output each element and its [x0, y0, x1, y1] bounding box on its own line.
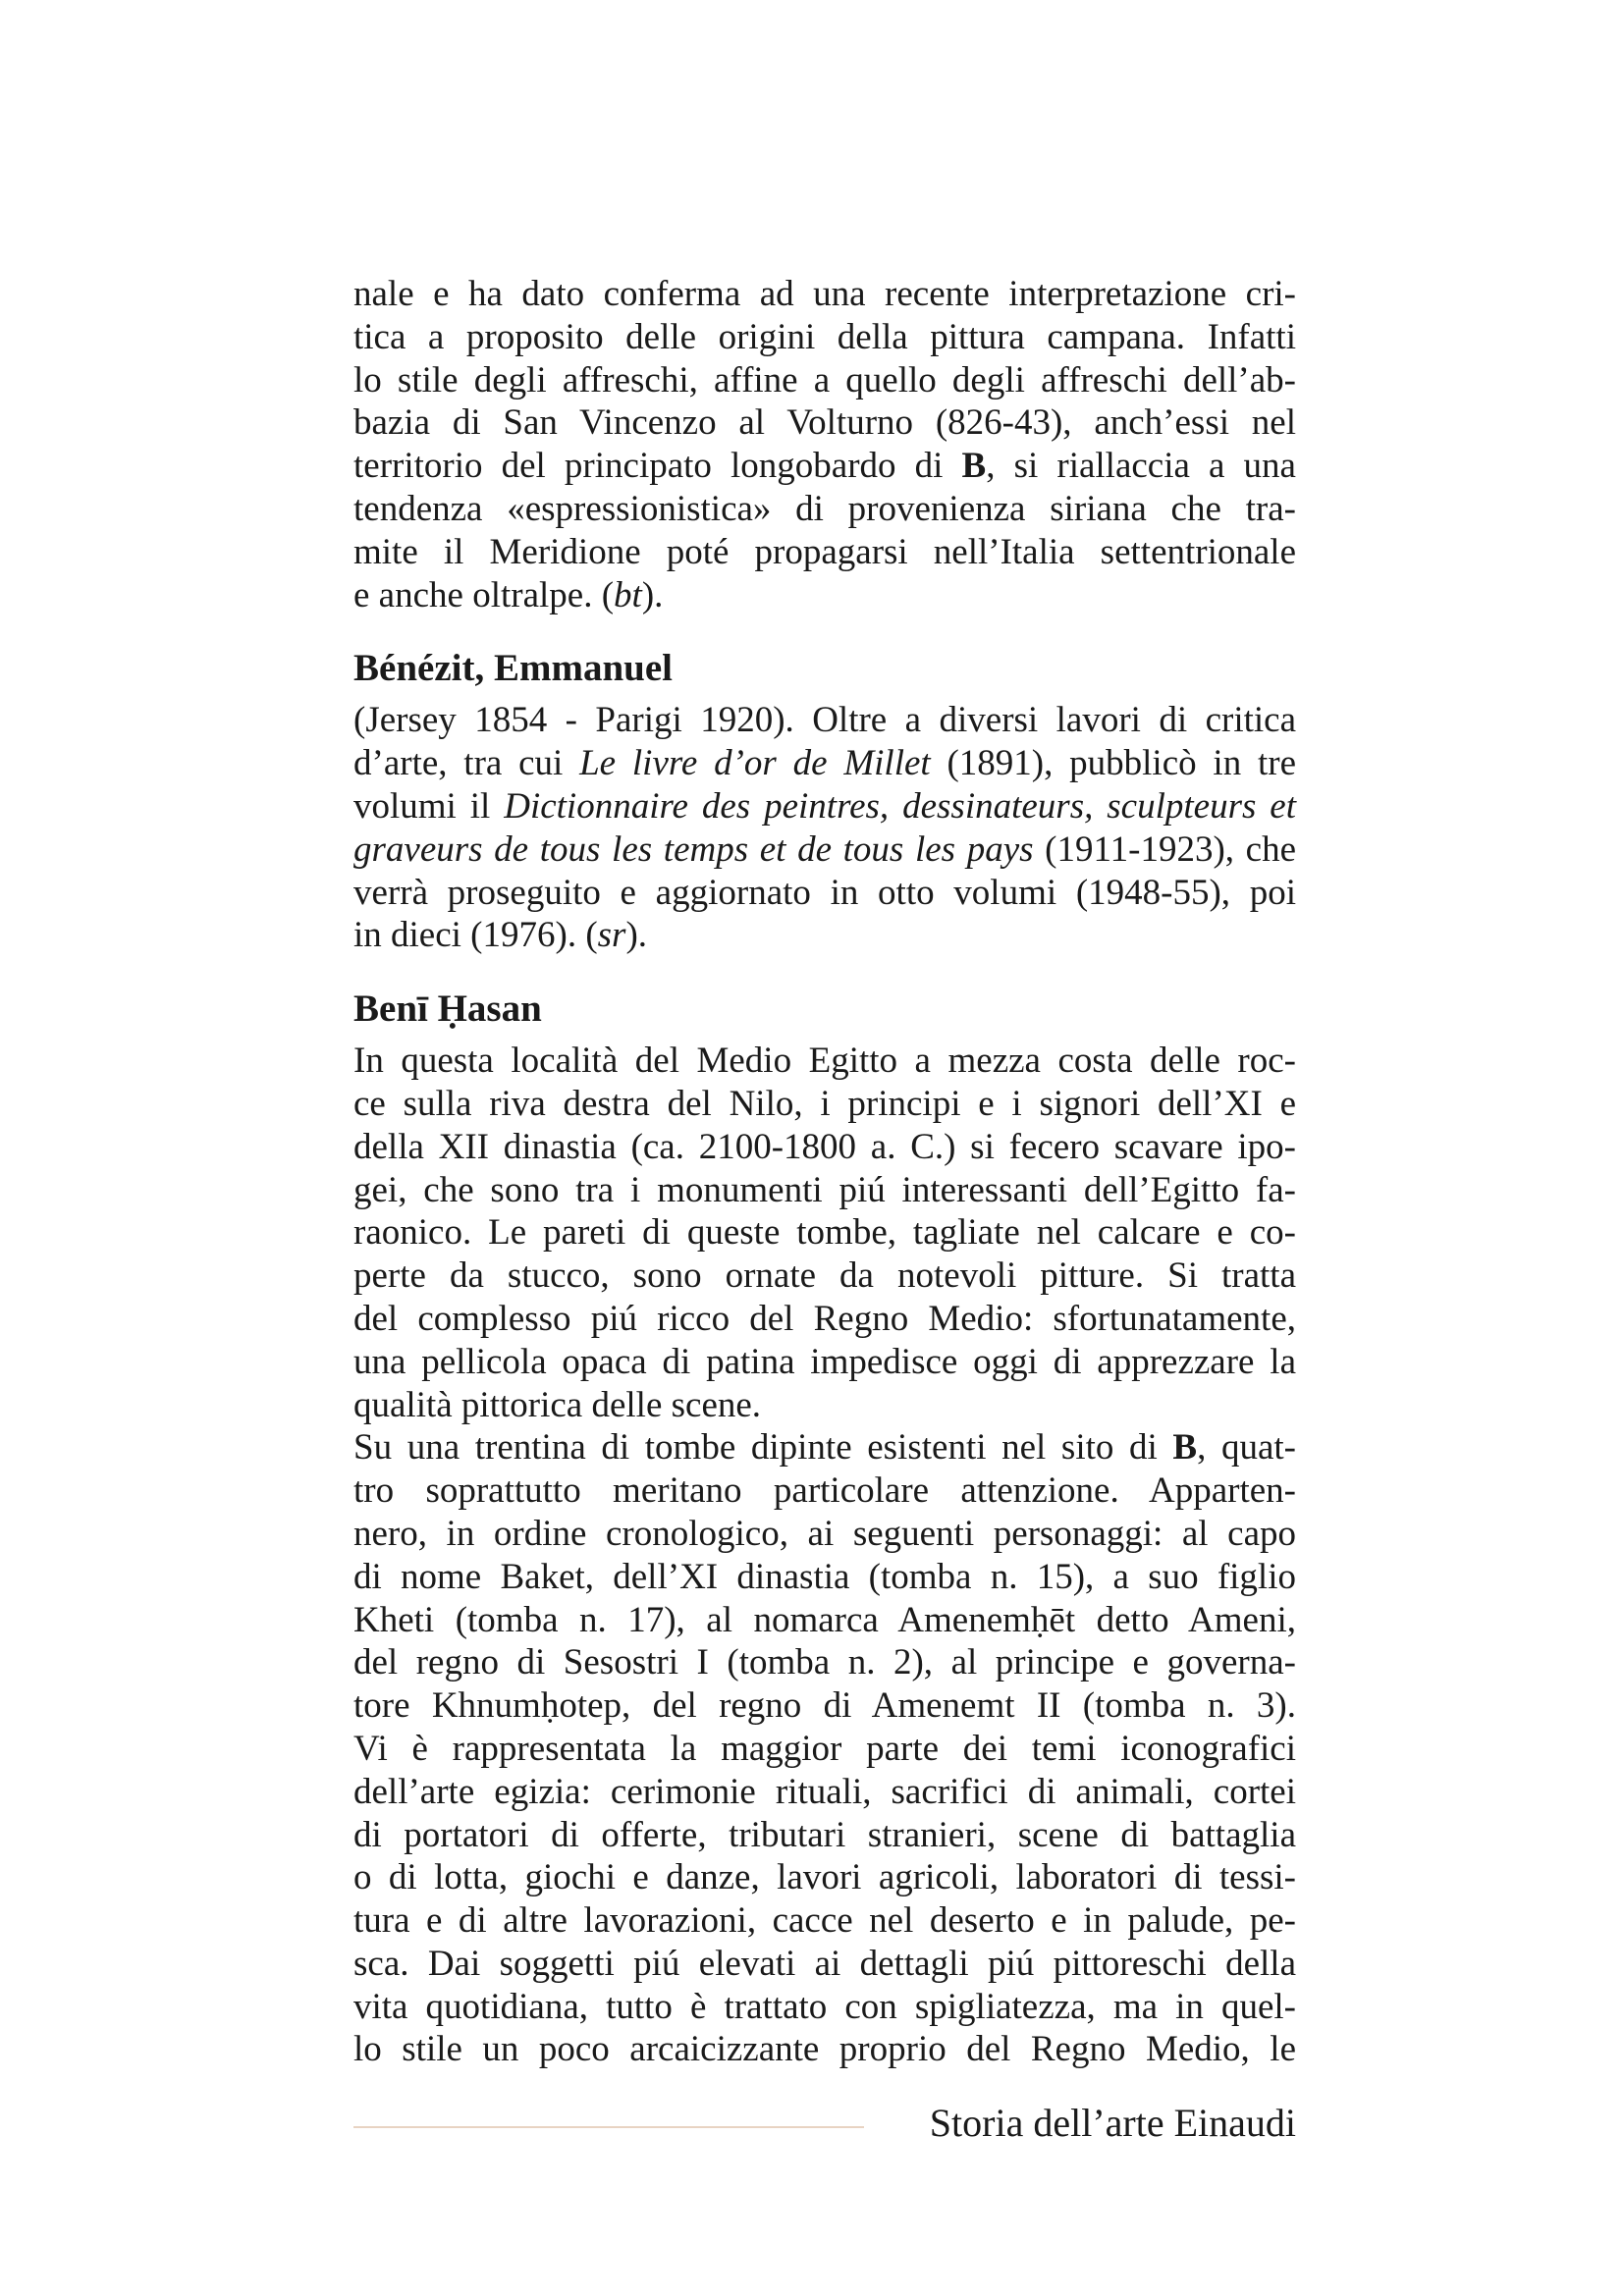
text-run: (1891), pubblicò in tre — [930, 743, 1297, 784]
text-line: In questa località del Medio Egitto a mezza costa delle roc- — [353, 1041, 1296, 1082]
text-run: Su una trentina di tombe dipinte esistenti nel sito di — [353, 1427, 1173, 1468]
text-line: tura e di altre lavorazioni, cacce nel deserto e in palude, pe- — [353, 1900, 1296, 1942]
bold-abbreviation: B — [1172, 1427, 1198, 1468]
italic-title: graveurs de tous les temps et de tous les pays — [353, 828, 1034, 870]
text-line: lo stile un poco arcaicizzante proprio del Regno Medio, le — [353, 2029, 1296, 2070]
text-line: di nome Baket, dell’XI dinastia (tomba n. 15), a suo figlio — [353, 1556, 1296, 1597]
text-line — [353, 914, 1296, 957]
text-line — [353, 574, 1296, 617]
bold-abbreviation: B — [961, 446, 987, 487]
entry-body-benezit — [353, 699, 1296, 957]
entry-title-beni-hasan: Benī Ḥasan — [353, 988, 542, 1031]
text-line: lo stile degli affreschi, affine a quello degli affreschi dell’ab- — [353, 359, 1296, 400]
italic-title: Le livre d’or de Millet — [579, 743, 931, 784]
text-line: tro soprattutto meritano particolare attenzione. Apparten- — [353, 1470, 1296, 1512]
text-line — [353, 828, 1296, 872]
text-line: (Jersey 1854 - Parigi 1920). Oltre a diversi lavori di critica — [353, 700, 1296, 741]
text-line: mite il Meridione poté propagarsi nell’Italia settentrionale — [353, 531, 1296, 572]
text-run: ). — [641, 574, 664, 615]
text-line: nero, in ordine cronologico, ai seguenti personaggi: al capo — [353, 1513, 1296, 1554]
text-line: tendenza «espressionistica» di provenienza siriana che tra- — [353, 488, 1296, 529]
text-line: verrà proseguito e aggiornato in otto volumi (1948-55), poi — [353, 872, 1296, 913]
text-line: ce sulla riva destra del Nilo, i principi e i signori dell’XI e — [353, 1083, 1296, 1124]
text-line: sca. Dai soggetti piú elevati ai dettagli piú pittoreschi della — [353, 1943, 1296, 1984]
author-initials: bt — [614, 574, 642, 615]
entry-title-benezit: Bénézit, Emmanuel — [353, 647, 673, 690]
text-run: volumi il — [353, 785, 505, 827]
entry-body-beni-hasan — [353, 1040, 1296, 2071]
text-run: d’arte, tra cui — [353, 743, 580, 784]
text-line: vita quotidiana, tutto è trattato con spigliatezza, ma in quel- — [353, 1986, 1296, 2027]
text-run: e anche oltralpe. ( — [353, 574, 615, 615]
text-line — [353, 742, 1296, 785]
text-run: (1911-1923), che — [1033, 828, 1296, 870]
author-initials: sr — [597, 915, 626, 956]
text-line: raonico. Le pareti di queste tombe, tagliate nel calcare e co- — [353, 1212, 1296, 1254]
italic-title: Dictionnaire des peintres, dessinateurs, sculpteurs et — [504, 785, 1296, 827]
text-run: , quat- — [1197, 1427, 1297, 1468]
text-line: o di lotta, giochi e danze, lavori agricoli, laboratori di tessi- — [353, 1857, 1296, 1898]
text-run: in dieci (1976). ( — [353, 915, 598, 956]
text-line: nale e ha dato conferma ad una recente interpretazione cri- — [353, 274, 1296, 314]
text-line: perte da stucco, sono ornate da notevoli pitture. Si tratta — [353, 1255, 1296, 1297]
text-line — [353, 445, 1296, 488]
text-line: qualità pittorica delle scene. — [353, 1384, 762, 1425]
text-line: una pellicola opaca di patina impedisce oggi di apprezzare la — [353, 1341, 1296, 1382]
text-line — [353, 1426, 1296, 1469]
text-line: di portatori di offerte, tributari stranieri, scene di battaglia — [353, 1814, 1296, 1855]
text-line: gei, che sono tra i monumenti piú interessanti dell’Egitto fa- — [353, 1169, 1296, 1210]
page-body — [353, 273, 1296, 2071]
text-line: della XII dinastia (ca. 2100-1800 a. C.) si fecero scavare ipo- — [353, 1126, 1296, 1167]
text-line: bazia di San Vincenzo al Volturno (826-43), anch’essi nel — [353, 402, 1296, 444]
text-run: , si riallaccia a una — [986, 446, 1296, 487]
text-line: Kheti (tomba n. 17), al nomarca Amenemḥēt detto Ameni, — [353, 1599, 1296, 1640]
text-run: ). — [625, 915, 648, 956]
continuation-paragraph — [353, 273, 1296, 616]
text-line: tica a proposito delle origini della pittura campana. Infatti — [353, 316, 1296, 357]
text-line: dell’arte egizia: cerimonie rituali, sacrifici di animali, cortei — [353, 1771, 1296, 1812]
text-line: del complesso piú ricco del Regno Medio: sfortunatamente, — [353, 1298, 1296, 1339]
text-line: del regno di Sesostri I (tomba n. 2), al principe e governa- — [353, 1642, 1296, 1683]
text-line: tore Khnumḥotep, del regno di Amenemt II (tomba n. 3). — [353, 1685, 1296, 1727]
text-line — [353, 785, 1296, 828]
text-line: Vi è rappresentata la maggior parte dei temi iconografici — [353, 1728, 1296, 1769]
footer-divider — [353, 2126, 864, 2128]
footer-publication-title: Storia dell’arte Einaudi — [929, 2101, 1296, 2145]
text-run: territorio del principato longobardo di — [353, 446, 962, 487]
